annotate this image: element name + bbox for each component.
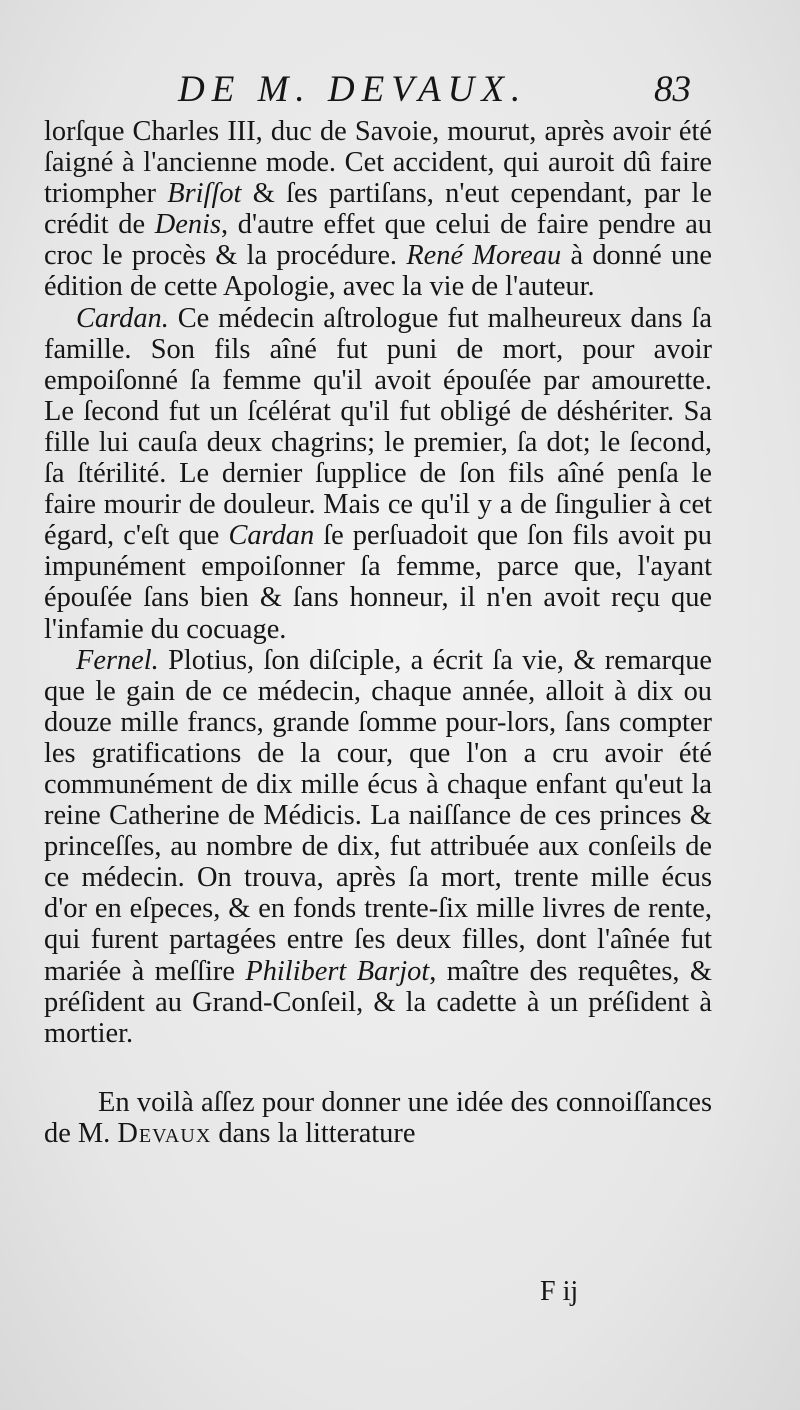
smallcaps-name: Devaux xyxy=(117,1117,212,1149)
text-run: & ſes partiſans, n'eut cependant, par le crédit de xyxy=(44,178,712,241)
paragraph-closing xyxy=(44,1087,712,1149)
text-run: En voilà aſſez pour donner une idée des connoiſſances de M. xyxy=(44,1086,712,1149)
italic-name: Philibert Barjot xyxy=(245,955,430,987)
text-run: lorſque Charles III, duc de Savoie, mourut, après avoir été ſaigné à l'ancienne mode. Cet accident, qui auroit dû faire triompher xyxy=(44,116,712,210)
paragraph-cardan xyxy=(44,303,712,645)
running-head: DE M. DEVAUX. xyxy=(178,69,528,110)
text-run: Ce médecin aſtrologue fut malheureux dans ſa famille. Son fils aîné fut puni de mort, pour avoir empoiſonné ſa femme qu'il avoit épouſée par amourette. Le ſecond fut un ſcélérat qu'il fut obligé de déshériter. Sa fille lui cauſa deux chagrins; le premier, ſa dot; le ſecond, ſa ſtérilité. Le dernier ſupplice de ſon fils aîné penſa le faire mourir de douleur. Mais ce qu'il y a de ſingulier à cet égard, c'eſt que xyxy=(44,302,712,552)
paragraph-fernel xyxy=(44,645,712,1049)
text-run: Plotius, ſon diſciple, a écrit ſa vie, & remarque que le gain de ce médecin, chaque année, alloit à dix ou douze mille francs, grande ſomme pour-lors, ſans compter les gratifications de la cour, que l'on a cru avoir été communément de dix mille écus à chaque enfant qu'eut la reine Catherine de Médicis. La naiſſance de ces princes & princeſſes, au nombre de dix, fut attribuée aux conſeils de ce médecin. On trouva, après ſa mort, trente mille écus d'or en eſpeces, & en fonds trente-ſix mille livres de rente, qui furent partagées entre ſes deux filles, dont l'aînée fut mariée à meſſire xyxy=(44,644,712,987)
text-run: à donné une édition de cette Apologie, avec la vie de l'auteur. xyxy=(44,240,712,303)
signature-mark: F ij xyxy=(540,1276,579,1307)
text-run: dans la litterature xyxy=(211,1117,416,1149)
paragraph-continuation xyxy=(44,116,712,303)
text-run: ſe perſuadoit que ſon fils avoit pu impunément empoiſonner ſa femme, parce que, l'ayant épouſée ſans bien & ſans honneur, il n'en avoit reçu que l'infamie du cocuage. xyxy=(44,520,712,645)
italic-name: Cardan. xyxy=(76,302,169,334)
italic-name: Cardan xyxy=(228,520,315,552)
text-run: , maître des requêtes, & préſident au Grand-Conſeil, & la cadette à un préſident à mortier. xyxy=(44,955,712,1049)
italic-name: Fernel. xyxy=(76,644,159,676)
italic-name: René Moreau xyxy=(406,240,562,272)
italic-name: Briſſot xyxy=(167,178,242,210)
text-run: , d'autre effet que celui de faire pendre au croc le procès & la procédure. xyxy=(44,209,712,272)
body-text xyxy=(44,116,712,1149)
italic-name: Denis xyxy=(154,209,222,241)
page-number: 83 xyxy=(654,69,691,110)
page-header xyxy=(0,68,800,118)
